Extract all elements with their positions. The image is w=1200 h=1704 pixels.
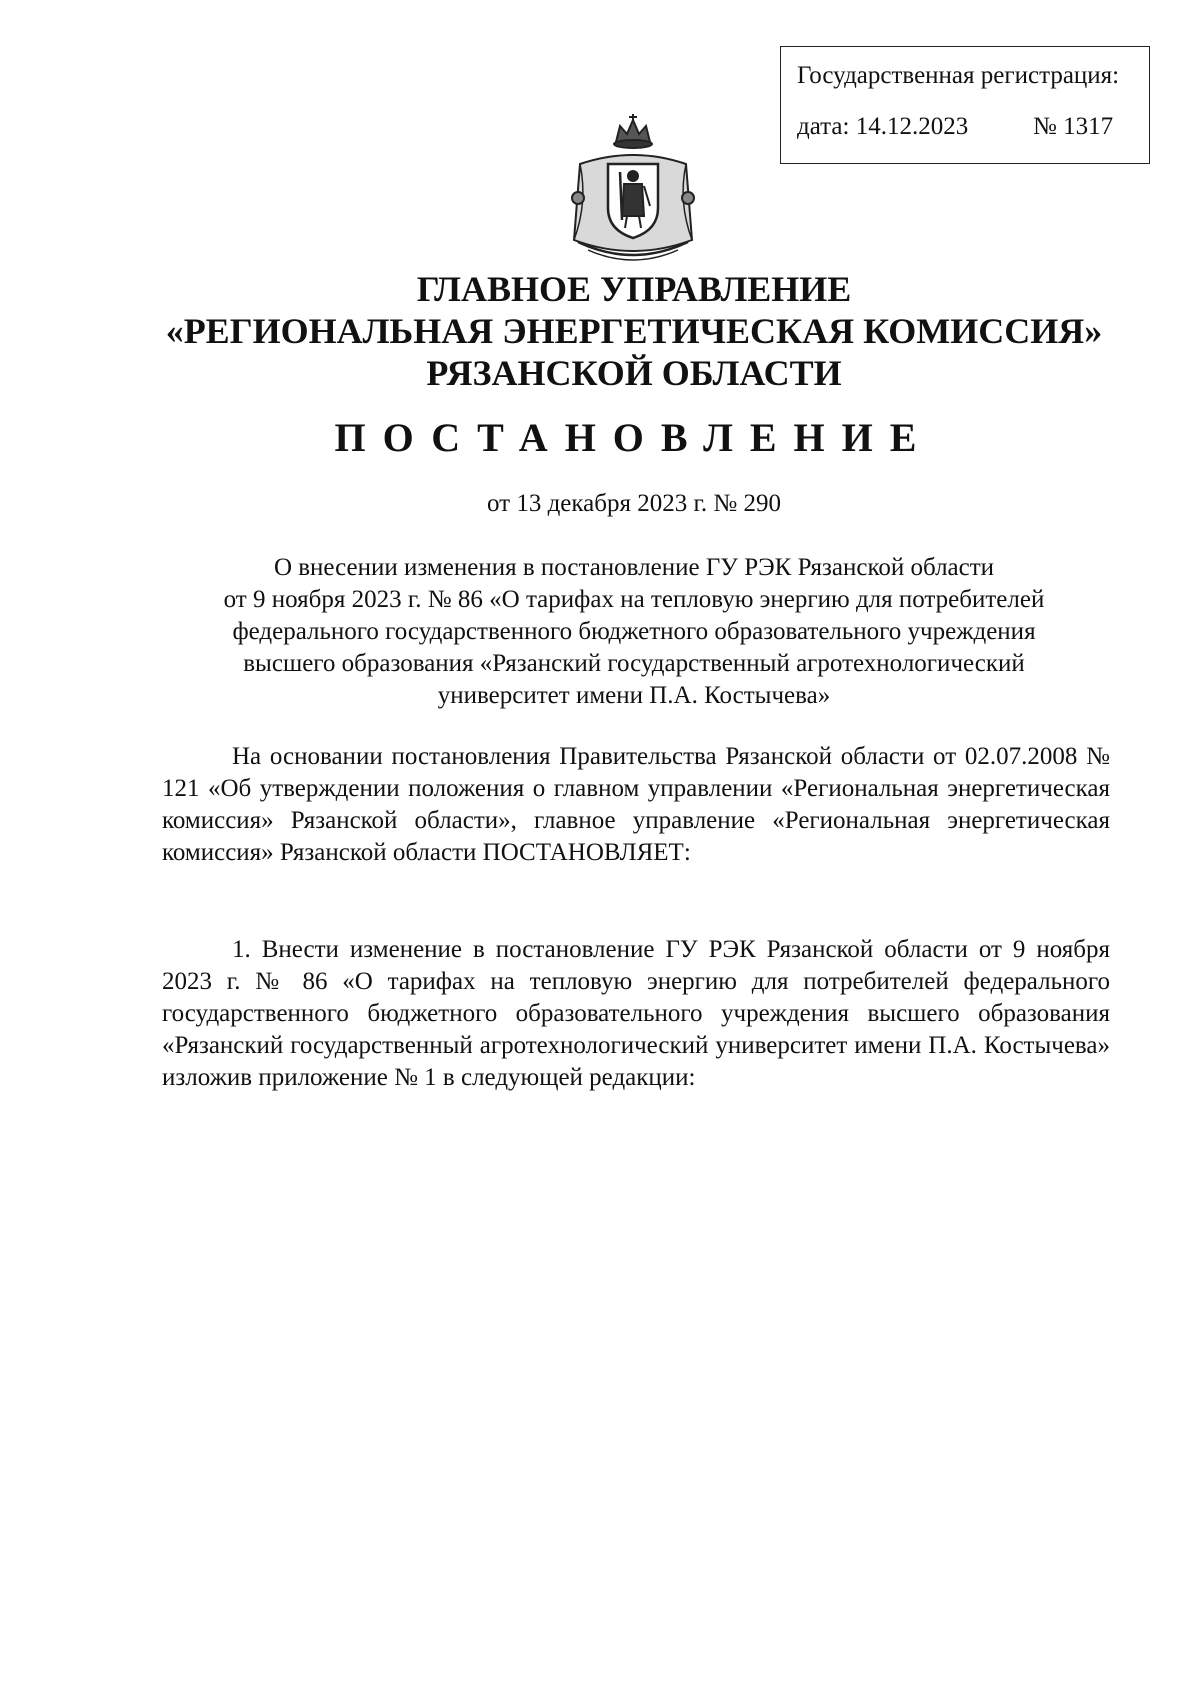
registration-date: дата: 14.12.2023 xyxy=(797,113,969,140)
authority-line-3: РЯЗАНСКОЙ ОБЛАСТИ xyxy=(426,353,842,393)
authority-line-2: «РЕГИОНАЛЬНАЯ ЭНЕРГЕТИЧЕСКАЯ КОМИССИЯ» xyxy=(165,311,1103,351)
ryazan-coat-of-arms-icon xyxy=(558,112,708,264)
registration-title: Государственная регистрация: xyxy=(797,62,1120,89)
authority-line-1: ГЛАВНОЕ УПРАВЛЕНИЕ xyxy=(416,269,852,309)
registration-stamp xyxy=(780,46,1150,164)
document-type-heading: ПОСТАНОВЛЕНИЕ xyxy=(334,415,934,460)
document-subject xyxy=(160,552,1108,712)
subject-line: федерального государственного бюджетного образовательного учреждения xyxy=(232,618,1036,645)
document-date-number: от 13 декабря 2023 г. № 290 xyxy=(486,490,782,517)
subject-line: высшего образования «Рязанский государственный агротехнологический xyxy=(243,650,1025,677)
subject-line: университет имени П.А. Костычева» xyxy=(437,682,831,709)
resolution-item-1: 1. Внести изменение в постановление ГУ РЭК Рязанской области от 9 ноября 2023 г. № 86 «О тарифах на тепловую энергию для потребителей федерального государственного бюджетного образовательного учреждения высшего образования «Рязанский государственный агротехнологический университет имени П.А. Костычева» изложив приложение № 1 в следующей редакции: xyxy=(162,936,1110,1091)
subject-line: О внесении изменения в постановление ГУ РЭК Рязанской области xyxy=(273,554,995,581)
registration-number: № 1317 xyxy=(1033,113,1114,140)
subject-line: от 9 ноября 2023 г. № 86 «О тарифах на тепловую энергию для потребителей xyxy=(223,586,1045,613)
preamble-paragraph: На основании постановления Правительства Рязанской области от 02.07.2008 № 121 «Об утверждении положения о главном управлении «Региональная энергетическая комиссия» Рязанской области», главное управление «Региональная энергетическая комиссия» Рязанской области ПОСТАНОВЛЯЕТ: xyxy=(162,743,1110,866)
issuing-authority xyxy=(0,268,1200,394)
registration-details xyxy=(797,114,1149,139)
